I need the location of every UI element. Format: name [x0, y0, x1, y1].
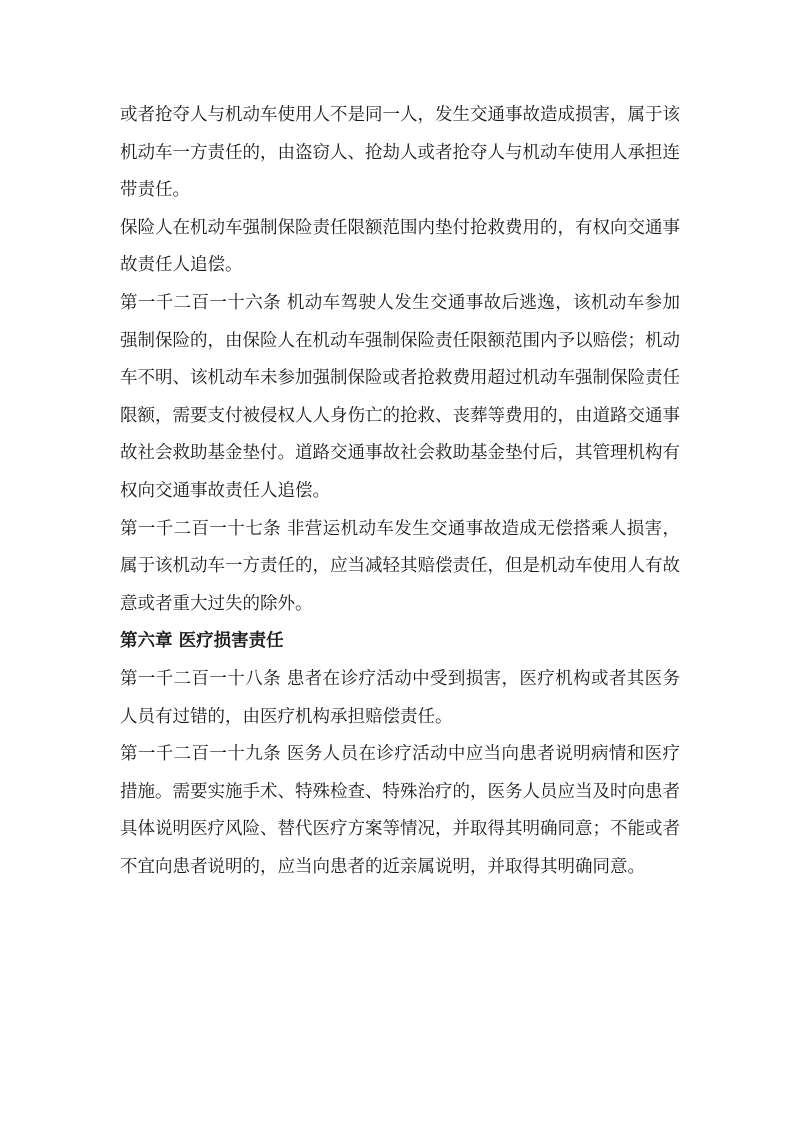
paragraph-article-1219: 第一千二百一十九条 医务人员在诊疗活动中应当向患者说明病情和医疗措施。需要实施手术、特殊检查、特殊治疗的，医务人员应当及时向患者具体说明医疗风险、替代医疗方案等情况，并取得其明确同意；不能或者不宜向患者说明的，应当向患者的近亲属说明，并取得其明确同意。	[120, 744, 680, 877]
paragraph-article-1218: 第一千二百一十八条 患者在诊疗活动中受到损害，医疗机构或者其医务人员有过错的，由医疗机构承担赔偿责任。	[120, 668, 680, 727]
chapter-heading: 第六章 医疗损害责任	[120, 631, 284, 652]
paragraph-article-1215-continued: 或者抢夺人与机动车使用人不是同一人，发生交通事故造成损害，属于该机动车一方责任的，由盗窃人、抢劫人或者抢夺人与机动车使用人承担连带责任。	[120, 105, 680, 201]
paragraph-article-1217: 第一千二百一十七条 非营运机动车发生交通事故造成无偿搭乘人损害，属于该机动车一方责任的，应当减轻其赔偿责任，但是机动车使用人有故意或者重大过失的除外。	[120, 518, 680, 614]
paragraph-insurer-recourse: 保险人在机动车强制保险责任限额范围内垫付抢救费用的，有权向交通事故责任人追偿。	[120, 217, 680, 276]
document-body	[120, 97, 680, 886]
paragraph-article-1216: 第一千二百一十六条 机动车驾驶人发生交通事故后逃逸，该机动车参加强制保险的，由保险人在机动车强制保险责任限额范围内予以赔偿；机动车不明、该机动车未参加强制保险或者抢救费用超过机动车强制保险责任限额，需要支付被侵权人人身伤亡的抢救、丧葬等费用的，由道路交通事故社会救助基金垫付。道路交通事故社会救助基金垫付后，其管理机构有权向交通事故责任人追偿。	[120, 292, 680, 501]
